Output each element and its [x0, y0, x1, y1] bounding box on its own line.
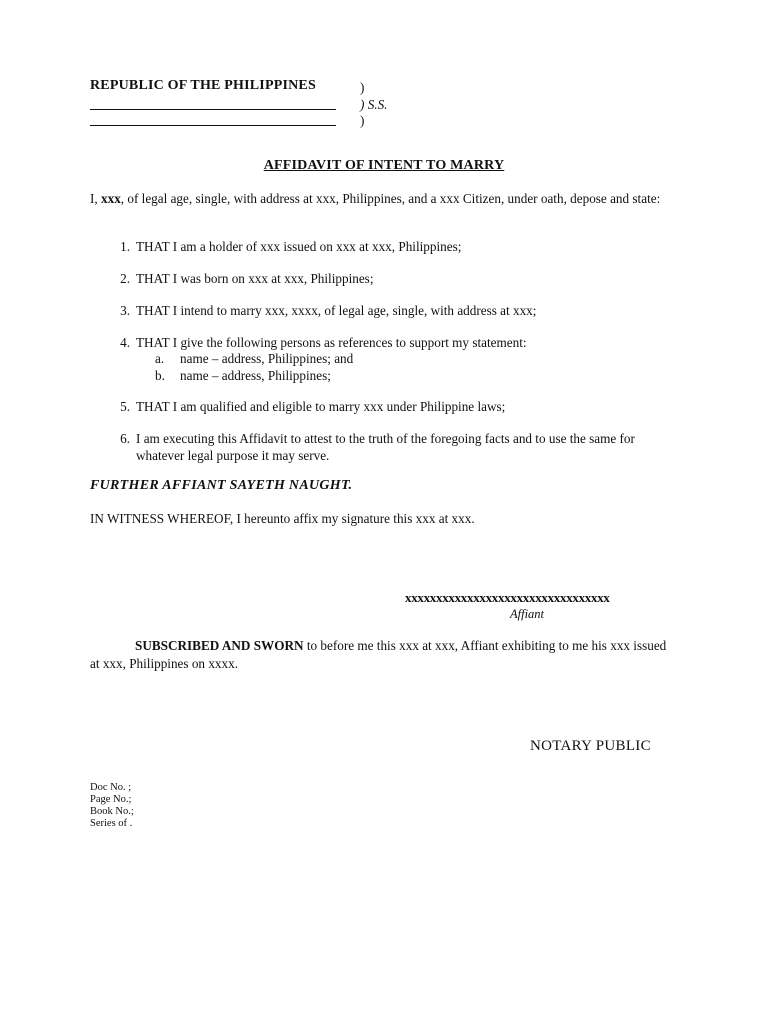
jurat-rest: to before me this xxx at xxx, Affiant exhibiting to me his xxx issued at xxx, Philippines on xxxx.	[90, 638, 667, 671]
venue-paren-1: )	[360, 80, 365, 95]
venue-country: REPUBLIC OF THE PHILIPPINES	[90, 78, 316, 93]
notary-public-label: NOTARY PUBLIC	[530, 738, 651, 754]
venue-blank-line-2	[90, 125, 336, 126]
item-text: THAT I give the following persons as references to support my statement:	[136, 335, 527, 350]
venue-ss: ) S.S.	[360, 97, 388, 112]
item-text: THAT I was born on xxx at xxx, Philippines;	[136, 271, 374, 286]
signature-line: xxxxxxxxxxxxxxxxxxxxxxxxxxxxxxxxx	[405, 590, 610, 605]
intro-prefix: I,	[90, 191, 101, 206]
item-text: THAT I am qualified and eligible to marry xxx under Philippine laws;	[136, 399, 506, 414]
reference-item	[155, 350, 353, 367]
item-number: 3.	[120, 303, 130, 318]
reference-text: name – address, Philippines; and	[180, 351, 354, 366]
item-number: 6.	[120, 431, 130, 446]
affiant-label: Affiant	[510, 607, 545, 621]
reference-letter: a.	[155, 351, 165, 366]
page-no: Page No.;	[90, 794, 132, 805]
item-number: 1.	[120, 239, 130, 254]
item-number: 2.	[120, 271, 130, 286]
reference-letter: b.	[155, 368, 165, 383]
reference-text: name – address, Philippines;	[180, 368, 331, 383]
item-text: THAT I intend to marry xxx, xxxx, of legal age, single, with address at xxx;	[136, 303, 537, 318]
venue-paren-3: )	[360, 113, 365, 128]
intro-rest: , of legal age, single, with address at xxx, Philippines, and a xxx Citizen, under oath, depose and state:	[120, 191, 661, 206]
doc-no: Doc No. ;	[90, 782, 132, 793]
witness-statement: IN WITNESS WHEREOF, I hereunto affix my signature this xxx at xxx.	[90, 511, 475, 526]
reference-item	[155, 367, 331, 384]
series-of: Series of .	[90, 818, 133, 829]
document-title: AFFIDAVIT OF INTENT TO MARRY	[263, 158, 505, 173]
book-no: Book No.;	[90, 806, 134, 817]
venue-blank-line-1	[90, 109, 336, 110]
item-number: 5.	[120, 399, 130, 414]
jurat-paragraph	[90, 637, 668, 673]
jurat-lead: SUBSCRIBED AND SWORN	[135, 638, 304, 653]
closing-statement: FURTHER AFFIANT SAYETH NAUGHT.	[90, 478, 353, 493]
item-text: I am executing this Affidavit to attest to the truth of the foregoing facts and to use the same for whatever legal purpose it may serve.	[136, 431, 635, 463]
item-number: 4.	[120, 335, 130, 350]
intro-paragraph	[90, 190, 665, 207]
item-text: THAT I am a holder of xxx issued on xxx at xxx, Philippines;	[136, 239, 462, 254]
affiant-name: xxx	[101, 191, 121, 206]
